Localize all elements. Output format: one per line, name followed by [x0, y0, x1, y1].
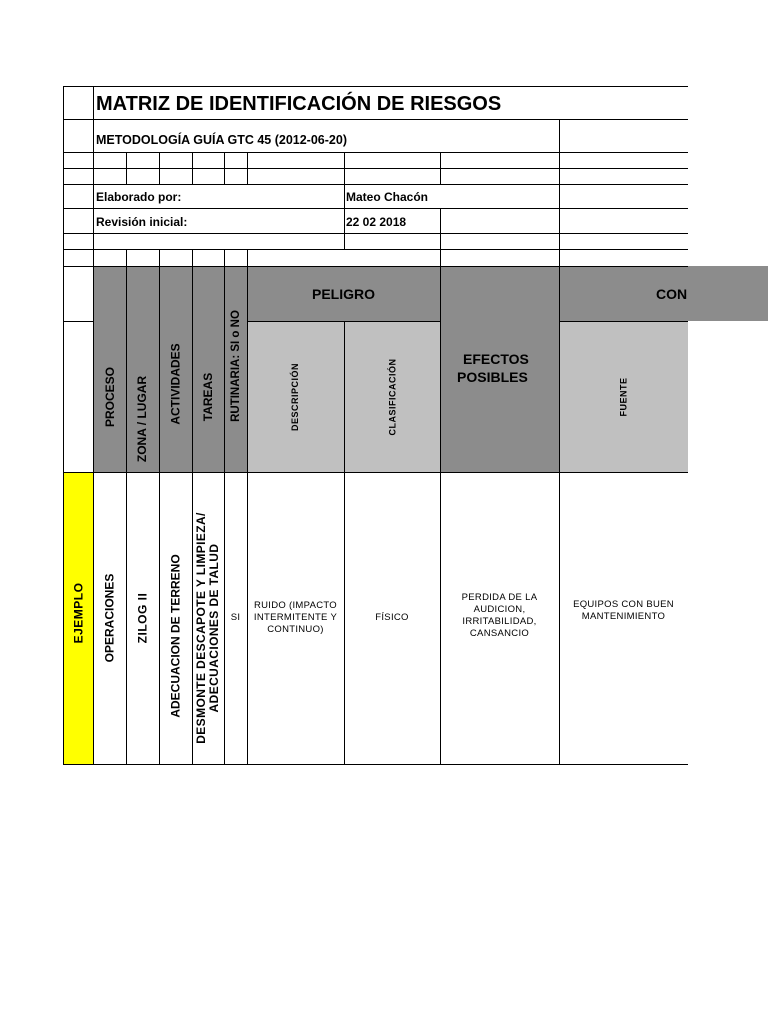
row-label-ejemplo: EJEMPLO: [71, 582, 86, 644]
header-efectos-line2: POSIBLES: [457, 369, 528, 385]
header-tareas: TAREAS: [201, 372, 216, 421]
row-efectos-line3: IRRITABILIDAD,: [462, 616, 537, 627]
header-descripcion: DESCRIPCIÓN: [290, 362, 301, 431]
row-descripcion-line1: RUIDO (IMPACTO: [253, 600, 337, 611]
row-tarea-line1: DESMONTE DESCAPOTE Y LIMPIEZA/: [194, 512, 208, 744]
header-clasificacion: CLASIFICACIÓN: [387, 358, 397, 435]
header-fuente: FUENTE: [618, 377, 629, 416]
methodology-label: METODOLOGÍA GUÍA GTC 45 (2012-06-20): [96, 133, 347, 147]
row-efectos: [440, 472, 559, 764]
header-rutinaria: RUTINARIA: SI o NO: [229, 310, 242, 422]
page-title: MATRIZ DE IDENTIFICACIÓN DE RIESGOS: [96, 93, 502, 115]
row-efectos-line1: PERDIDA DE LA: [461, 592, 538, 603]
elaborated-label: Elaborado por:: [96, 190, 182, 204]
row-descripcion-line3: CONTINUO): [267, 624, 324, 635]
header-peligro: PELIGRO: [311, 286, 375, 302]
row-efectos-line4: CANSANCIO: [469, 628, 530, 639]
row-descripcion: [247, 472, 344, 764]
header-zona: ZONA / LUGAR: [135, 375, 150, 463]
elaborated-value: Mateo Chacón: [346, 190, 429, 204]
row-descripcion-line2: INTERMITENTE Y: [253, 612, 338, 623]
row-actividad: ADECUACION DE TERRENO: [168, 553, 183, 718]
revision-value: 22 02 2018: [346, 215, 407, 229]
row-tarea-line2: ADECUACIONES DE TALUD: [207, 543, 221, 713]
row-rutinaria: SI: [230, 612, 241, 623]
row-efectos-line2: AUDICION,: [473, 604, 526, 615]
row-fuente-line1: EQUIPOS CON BUEN: [573, 599, 674, 610]
row-tarea: [192, 472, 224, 764]
revision-label: Revisión inicial:: [96, 215, 188, 229]
row-zona: ZILOG II: [135, 592, 150, 644]
header-actividades: ACTIVIDADES: [168, 343, 183, 425]
row-proceso: OPERACIONES: [102, 573, 117, 663]
header-controles: CON: [656, 286, 688, 302]
header-proceso: PROCESO: [102, 366, 117, 427]
row-clasificacion: FÍSICO: [375, 612, 409, 623]
header-efectos-line1: EFECTOS: [463, 351, 529, 367]
row-fuente-line2: MANTENIMIENTO: [581, 611, 666, 622]
row-fuente: [559, 472, 688, 764]
